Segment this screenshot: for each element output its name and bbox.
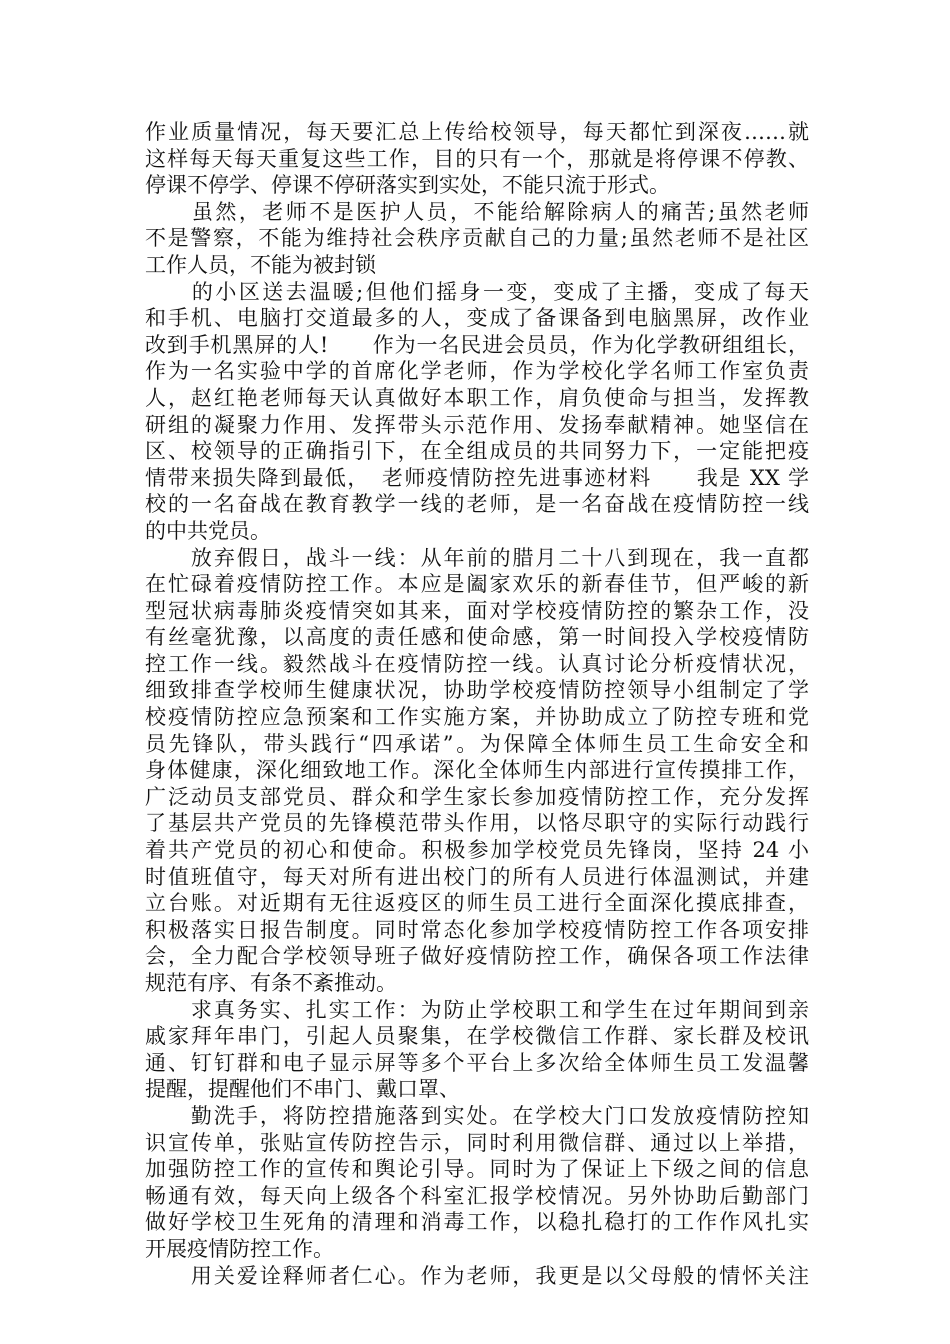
text-line: 通、钉钉群和电子显示屏等多个平台上多次给全体师生员工发温馨 (145, 1050, 809, 1075)
text-line: 做好学校卫生死角的清理和消毒工作，以稳扎稳打的工作作风扎实 (145, 1210, 809, 1235)
text-line: 着共产党员的初心和使命。积极参加学校党员先锋岗，坚持 24 小 (145, 838, 809, 863)
text-line: 立台账。对近期有无往返疫区的师生员工进行全面深化摸底排查， (145, 891, 809, 916)
text-line: 有丝毫犹豫，以高度的责任感和使命感，第一时间投入学校疫情防 (145, 625, 809, 650)
text-line: 停课不停学、停课不停研落实到实处，不能只流于形式。 (145, 173, 670, 198)
text-line: 型冠状病毒肺炎疫情突如其来，面对学校疫情防控的繁杂工作，没 (145, 598, 809, 623)
text-line: 畅通有效，每天向上级各个科室汇报学校情况。另外协助后勤部门 (145, 1183, 809, 1208)
text-line: 规范有序、有条不紊推动。 (145, 971, 397, 995)
text-line: 这样每天每天重复这些工作，目的只有一个，那就是将停课不停教、 (145, 146, 809, 171)
text-line: 员先锋队，带头践行“四承诺”。为保障全体师生员工生命安全和 (145, 731, 809, 756)
text-line: 开展疫情防控工作。 (145, 1236, 334, 1261)
text-line: 人，赵红艳老师每天认真做好本职工作，肩负使命与担当，发挥教 (145, 385, 809, 410)
text-line: 用关爱诠释师者仁心。作为老师，我更是以父母般的情怀关注 (145, 1263, 809, 1288)
text-line: 会，全力配合学校领导班子做好疫情防控工作，确保各项工作法律 (145, 944, 809, 969)
text-line: 和手机、电脑打交道最多的人，变成了备课备到电脑黑屏，改作业 (145, 306, 809, 331)
text-line: 作业质量情况，每天要汇总上传给校领导，每天都忙到深夜……就 (145, 120, 809, 144)
text-line: 加强防控工作的宣传和舆论引导。同时为了保证上下级之间的信息 (145, 1157, 809, 1182)
text-line: 放弃假日，战斗一线：从年前的腊月二十八到现在，我一直都 (145, 545, 809, 570)
text-line: 工作人员，不能为被封锁 (145, 252, 376, 277)
text-line: 的小区送去温暖;但他们摇身一变，变成了主播，变成了每天 (145, 279, 809, 304)
text-line: 广泛动员支部党员、群众和学生家长参加疫情防控工作，充分发挥 (145, 784, 809, 809)
body-text (145, 119, 809, 1289)
text-line: 提醒，提醒他们不串门、戴口罩、 (145, 1077, 460, 1102)
text-line: 区、校领导的正确指引下，在全组成员的共同努力下，一定能把疫 (145, 439, 809, 464)
text-line: 虽然，老师不是医护人员，不能给解除病人的痛苦;虽然老师 (145, 199, 809, 224)
text-line: 不是警察，不能为维持社会秩序贡献自己的力量;虽然老师不是社区 (145, 226, 809, 251)
text-line: 研组的凝聚力作用、发挥带头示范作用、发扬奉献精神。她坚信在 (145, 412, 809, 437)
text-line: 时值班值守，每天对所有进出校门的所有人员进行体温测试，并建 (145, 864, 809, 889)
text-line: 戚家拜年串门，引起人员聚集，在学校微信工作群、家长群及校讯 (145, 1024, 809, 1049)
text-line: 在忙碌着疫情防控工作。本应是阖家欢乐的新春佳节，但严峻的新 (145, 572, 809, 597)
text-line: 控工作一线。毅然战斗在疫情防控一线。认真讨论分析疫情状况， (145, 651, 809, 676)
text-line: 情带来损失降到最低， 老师疫情防控先进事迹材料 我是 XX 学 (145, 465, 809, 490)
text-line: 校疫情防控应急预案和工作实施方案，并协助成立了防控专班和党 (145, 705, 809, 730)
text-line: 求真务实、扎实工作：为防止学校职工和学生在过年期间到亲 (145, 997, 809, 1022)
text-line: 改到手机黑屏的人! 作为一名民进会员员，作为化学教研组组长， (145, 332, 809, 357)
text-line: 作为一名实验中学的首席化学老师，作为学校化学名师工作室负责 (145, 359, 809, 384)
text-line: 积极落实日报告制度。同时常态化参加学校疫情防控工作各项安排 (145, 917, 809, 942)
text-line: 了基层共产党员的先锋模范带头作用，以恪尽职守的实际行动践行 (145, 811, 809, 836)
text-line: 勤洗手，将防控措施落到实处。在学校大门口发放疫情防控知 (145, 1103, 809, 1128)
text-line: 身体健康，深化细致地工作。深化全体师生内部进行宣传摸排工作， (145, 758, 809, 783)
text-line: 细致排查学校师生健康状况，协助学校疫情防控领导小组制定了学 (145, 678, 809, 703)
text-line: 识宣传单，张贴宣传防控告示，同时利用微信群、通过以上举措， (145, 1130, 809, 1155)
text-line: 的中共党员。 (145, 518, 271, 543)
text-line: 校的一名奋战在教育教学一线的老师，是一名奋战在疫情防控一线 (145, 492, 809, 517)
